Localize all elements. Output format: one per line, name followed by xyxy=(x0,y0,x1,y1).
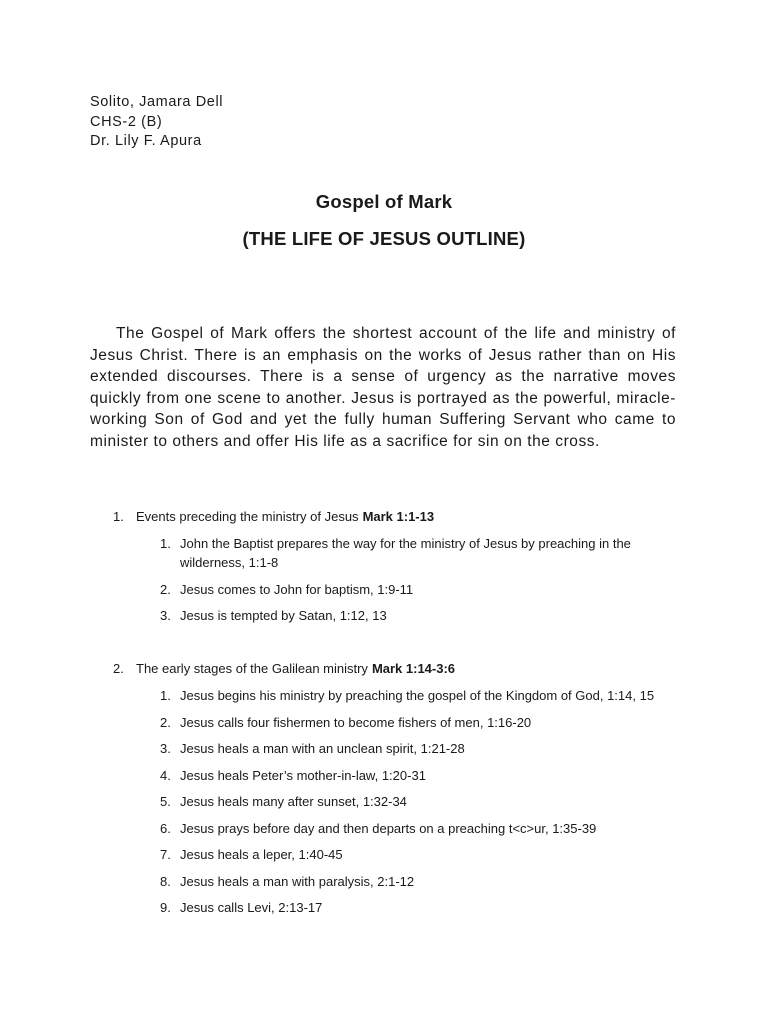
outline-list xyxy=(160,686,713,917)
item-text: Jesus heals many after sunset, 1:32-34 xyxy=(180,794,407,809)
item-number: 3. xyxy=(160,741,171,756)
list-item xyxy=(160,898,713,917)
section-title: Events preceding the ministry of Jesus xyxy=(136,509,359,524)
item-text: Jesus heals Peter’s mother-in-law, 1:20-31 xyxy=(180,767,426,783)
section-title: The early stages of the Galilean ministry xyxy=(136,661,368,676)
scripture-reference: Mark 1:1-13 xyxy=(362,509,435,524)
section-number: 2. xyxy=(113,661,124,676)
list-item xyxy=(160,534,713,572)
item-number: 5. xyxy=(160,794,171,809)
item-text: Jesus begins his ministry by preaching the gospel of the Kingdom of God, 1:14, 15 xyxy=(180,688,655,703)
item-text: Jesus heals a man with paralysis, 2:1-12 xyxy=(180,873,415,889)
outline-list xyxy=(160,534,713,625)
item-text: Jesus comes to John for baptism, 1:9-11 xyxy=(180,581,414,597)
item-text: Jesus heals a man with an unclean spirit, 1:21-28 xyxy=(180,741,465,756)
item-text: Jesus calls four fishermen to become fishers of men, 1:16-20 xyxy=(180,714,532,730)
item-number: 1. xyxy=(160,688,171,703)
outline-section xyxy=(113,508,713,633)
list-item xyxy=(160,713,713,732)
item-number: 9. xyxy=(160,900,171,915)
list-item xyxy=(160,606,713,625)
list-item xyxy=(160,580,713,599)
instructor-name: Dr. Lily F. Apura xyxy=(90,133,202,149)
item-text: John the Baptist prepares the way for the ministry of Jesus by preaching in the wilderness, 1:1-8 xyxy=(180,536,631,570)
item-number: 2. xyxy=(160,714,171,730)
item-number: 4. xyxy=(160,767,171,783)
list-item xyxy=(160,739,713,758)
item-text: Jesus calls Levi, 2:13-17 xyxy=(180,900,323,915)
list-item xyxy=(160,872,713,891)
section-number: 1. xyxy=(113,509,124,524)
outline-section xyxy=(113,660,713,925)
list-item xyxy=(160,845,713,864)
document-subtitle: (THE LIFE OF JESUS OUTLINE) xyxy=(242,228,526,249)
item-number: 1. xyxy=(160,536,171,551)
item-number: 2. xyxy=(160,581,171,597)
document-title: Gospel of Mark xyxy=(315,191,453,212)
section-heading xyxy=(113,660,713,678)
item-number: 8. xyxy=(160,873,171,889)
item-number: 6. xyxy=(160,820,171,836)
item-number: 3. xyxy=(160,608,171,623)
intro-paragraph: The Gospel of Mark offers the shortest account of the life and ministry of Jesus Christ. There is an emphasis on the works of Jesus rather than on His extended discourses. There is a sense of urgency as the narrative moves quickly from one scene to another. Jesus is portrayed as the powerful, miracle-working Son of God and yet the fully human Suffering Servant who came to minister to others and offer His life as a sacrifice for sin on the cross. xyxy=(90,325,676,450)
list-item xyxy=(160,792,713,811)
item-text: Jesus heals a leper, 1:40-45 xyxy=(180,847,343,862)
item-number: 7. xyxy=(160,847,171,862)
class-section: CHS-2 (B) xyxy=(90,113,163,130)
list-item xyxy=(160,766,713,785)
item-text: Jesus is tempted by Satan, 1:12, 13 xyxy=(180,608,387,623)
item-text: Jesus prays before day and then departs on a preaching t<c>ur, 1:35-39 xyxy=(180,820,597,836)
author-header xyxy=(90,93,223,152)
scripture-reference: Mark 1:14-3:6 xyxy=(371,661,456,676)
list-item xyxy=(160,819,713,838)
list-item xyxy=(160,686,713,705)
student-name: Solito, Jamara Dell xyxy=(90,94,224,110)
section-heading xyxy=(113,508,713,526)
